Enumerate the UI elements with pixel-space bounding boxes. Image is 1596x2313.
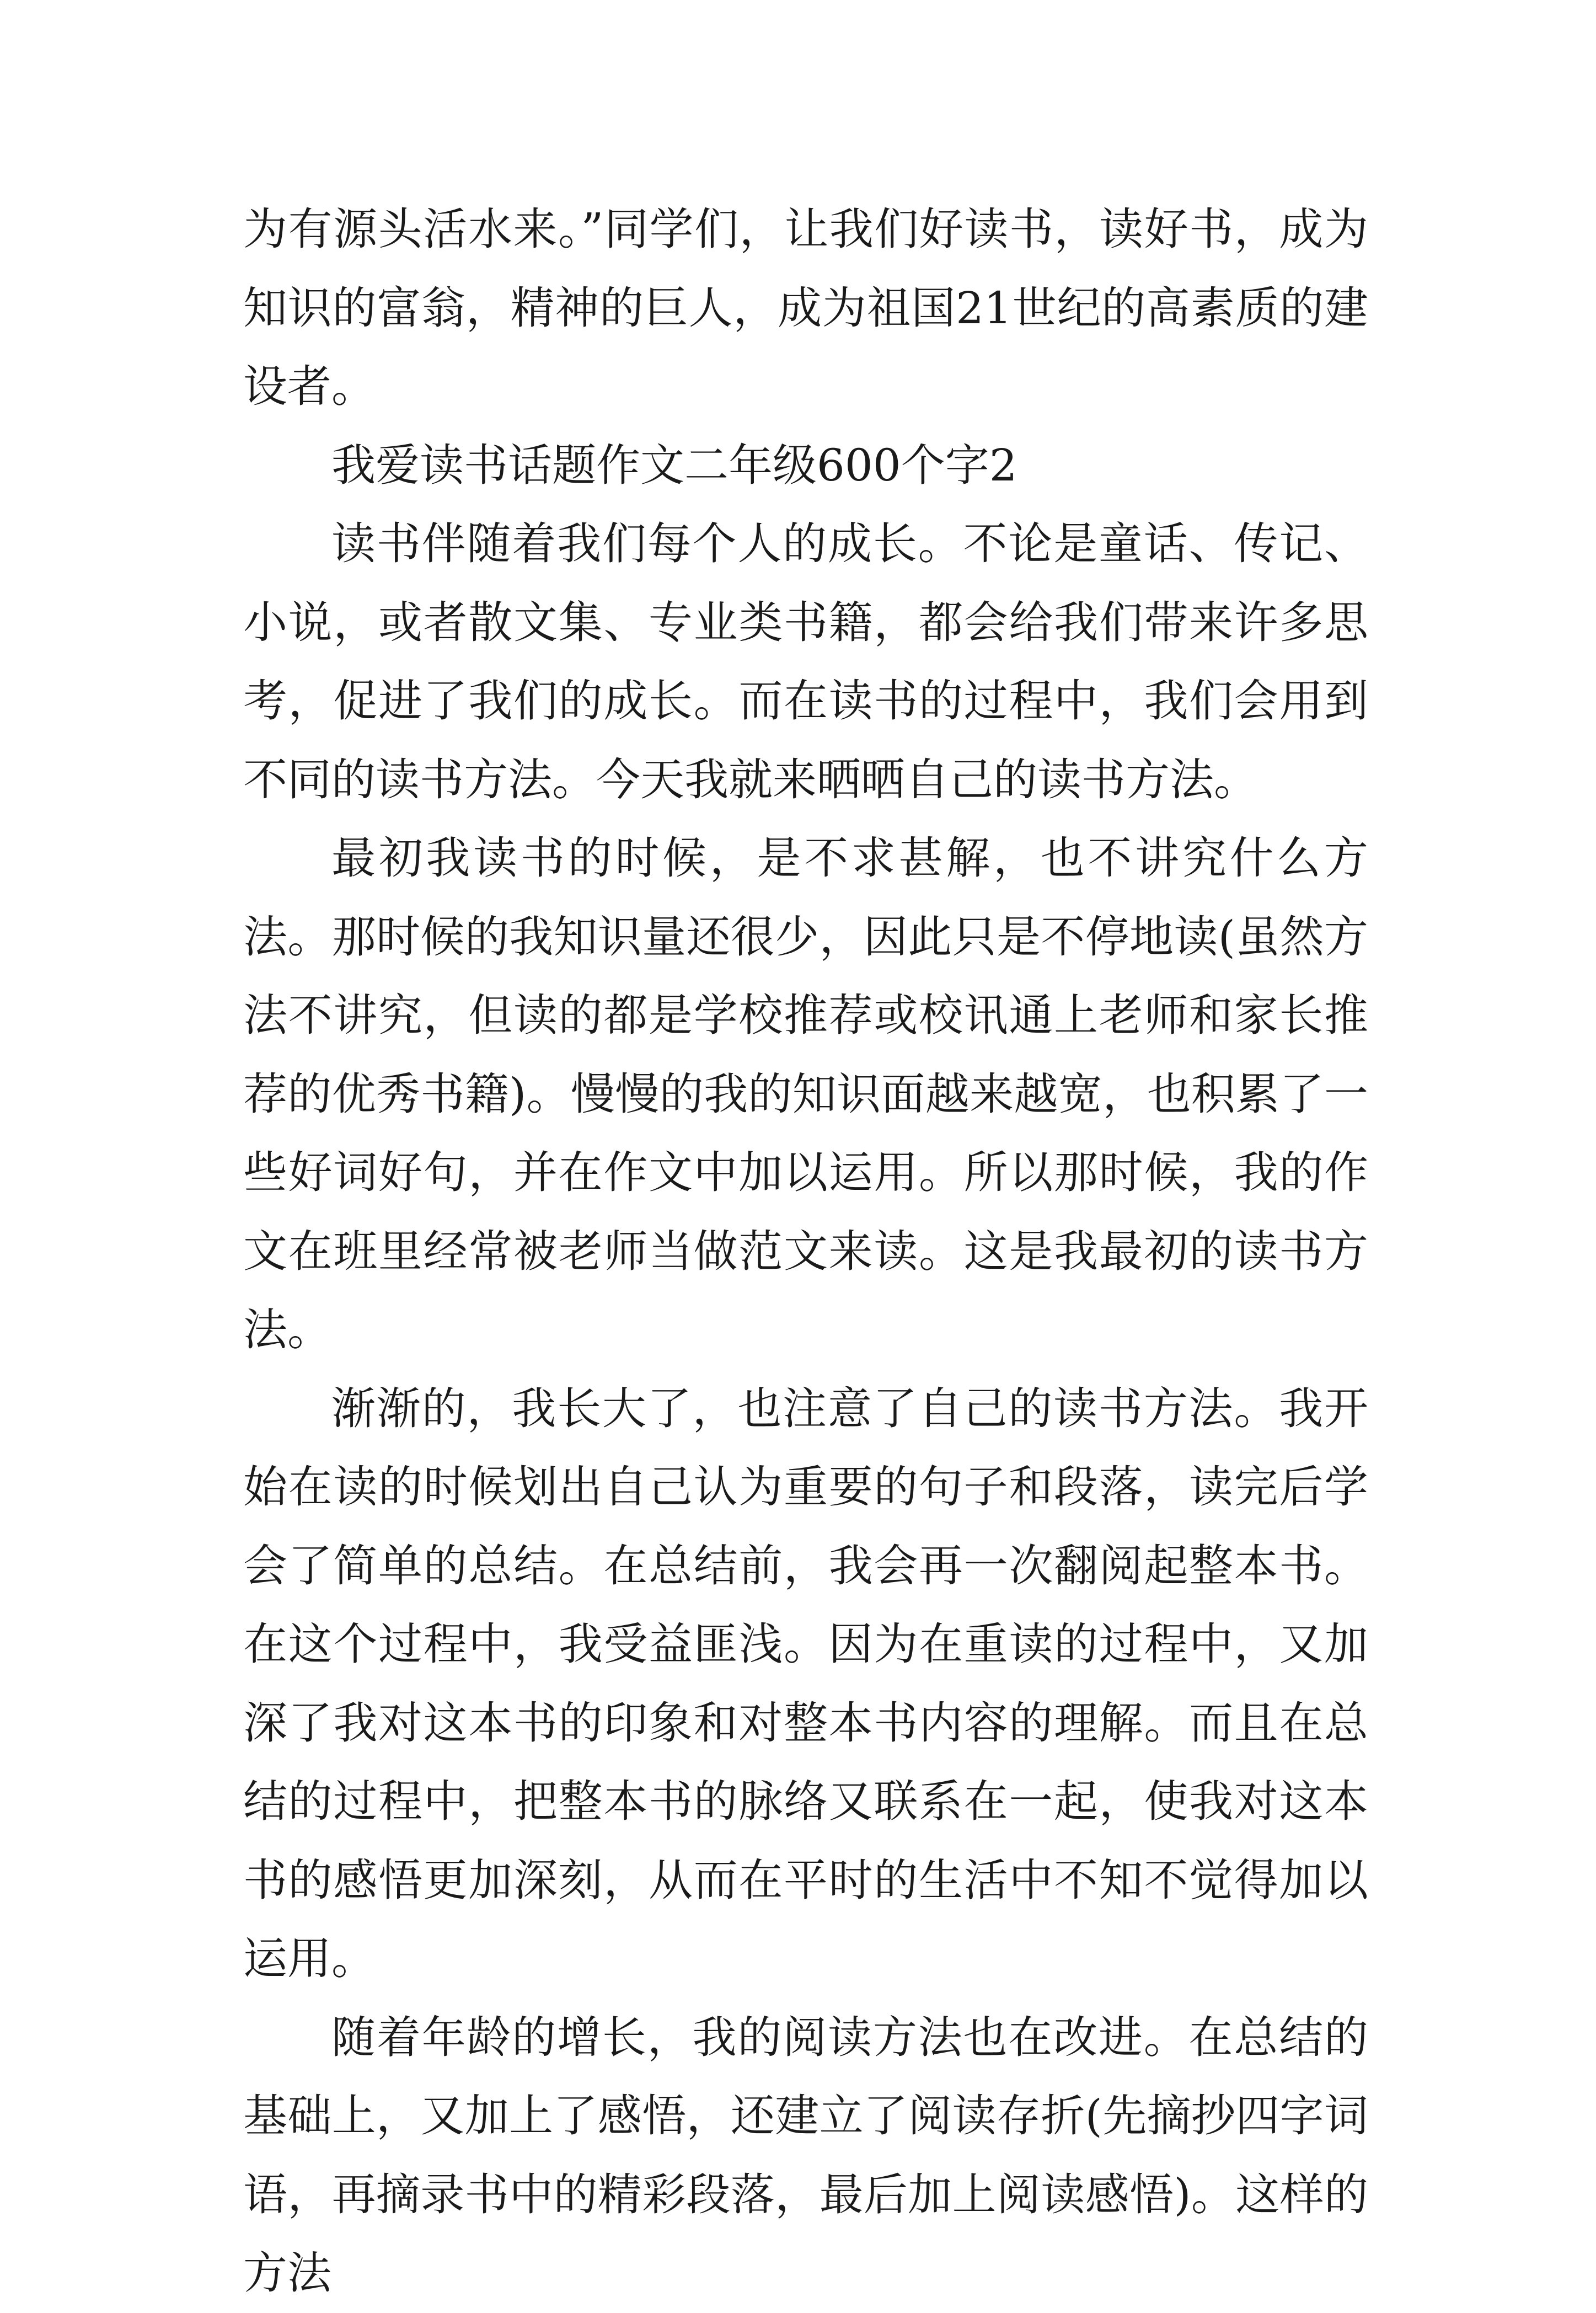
paragraph: 最初我读书的时候，是不求甚解，也不讲究什么方法。那时候的我知识量还很少，因此只是不停地读(虽然方法不讲究，但读的都是学校推荐或校讯通上老师和家长推荐的优秀书籍)。慢慢的我的知识面越来越宽，也积累了一些好词好句，并在作文中加以运用。所以那时候，我的作文在班里经常被老师当做范文来读。这是我最初的读书方法。: [243, 832, 1368, 1355]
paragraph-intro-continuation: 为有源头活水来。”同学们，让我们好读书，读好书，成为知识的富翁，精神的巨人，成为祖国21世纪的高素质的建设者。: [243, 204, 1368, 412]
paragraph: 渐渐的，我长大了，也注意了自己的读书方法。我开始在读的时候划出自己认为重要的句子和段落，读完后学会了简单的总结。在总结前，我会再一次翻阅起整本书。在这个过程中，我受益匪浅。因为在重读的过程中，又加深了我对这本书的印象和对整本书内容的理解。而且在总结的过程中，把整本书的脉络又联系在一起，使我对这本书的感悟更加深刻，从而在平时的生活中不知不觉得加以运用。: [243, 1382, 1368, 1984]
document-body: [243, 190, 1368, 2313]
paragraph: 读书伴随着我们每个人的成长。不论是童话、传记、小说，或者散文集、专业类书籍，都会给我们带来许多思考，促进了我们的成长。而在读书的过程中，我们会用到不同的读书方法。今天我就来晒晒自己的读书方法。: [243, 518, 1368, 805]
essay-title: 我爱读书话题作文二年级600个字2: [331, 439, 1017, 491]
paragraph: 随着年龄的增长，我的阅读方法也在改进。在总结的基础上，又加上了感悟，还建立了阅读存折(先摘抄四字词语，再摘录书中的精彩段落，最后加上阅读感悟)。这样的方法: [243, 2011, 1368, 2299]
